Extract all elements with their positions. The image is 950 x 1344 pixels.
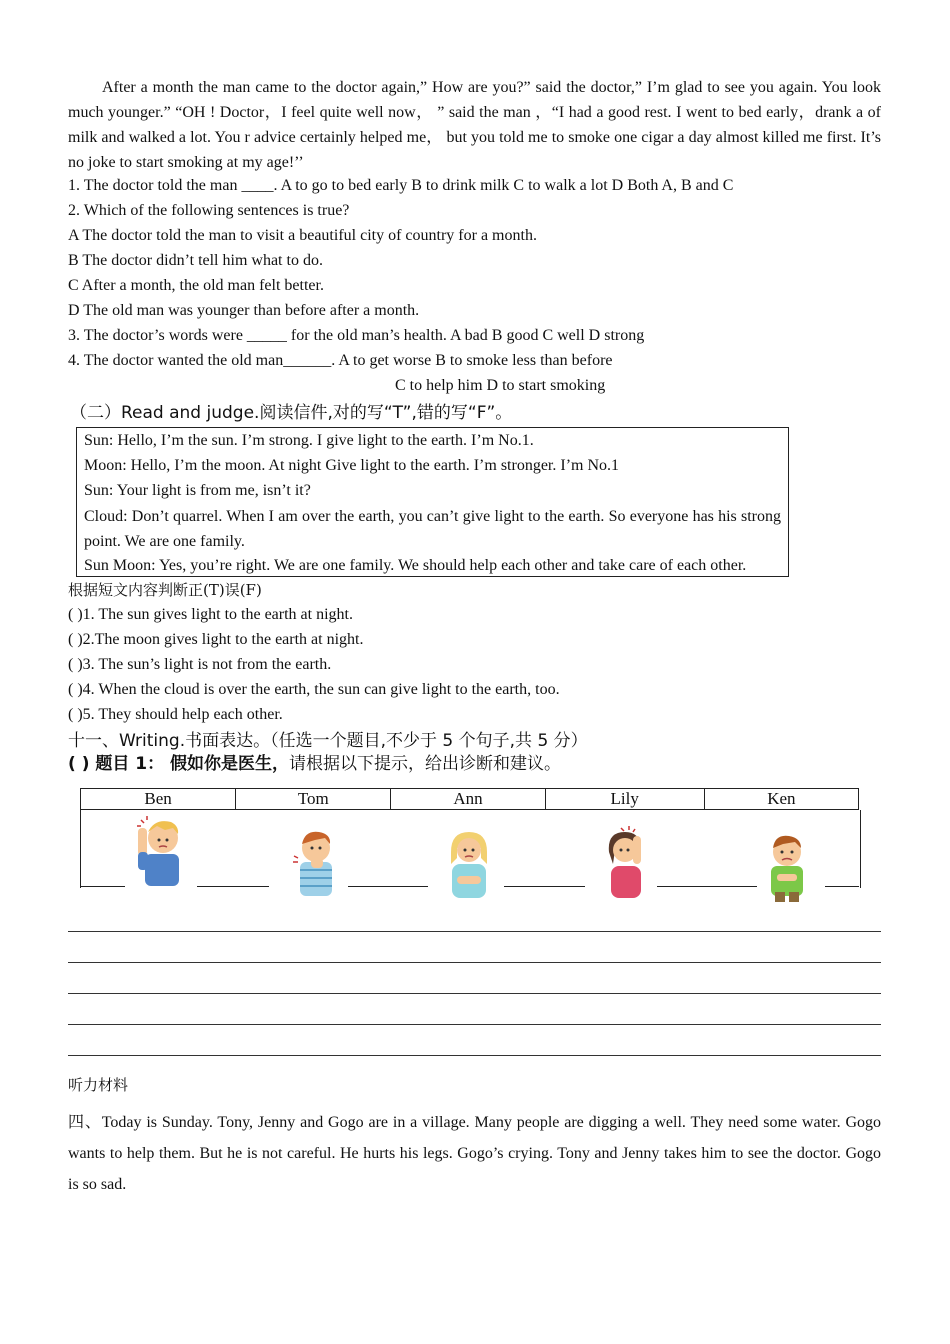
answer-blank[interactable] bbox=[504, 886, 585, 887]
writing-topic-suffix: 请根据以下提示，给出诊断和建议。 bbox=[289, 754, 562, 774]
question-2-option-c: C After a month, the old man felt better. bbox=[68, 277, 324, 294]
story-text: After a month the man came to the doctor again,” How are you?” said the doctor,” I’m glad to see you again. You look much younger.” “OH ! Doctor，I feel quite well now， ” said the man ，“I had a good rest. I went to bed early，drank a of milk and walked a lot. You r advice certainly helped me， but you told me to smoke one cigar a day almost killed me first. It’s no joke to start smoking at my age!’’ bbox=[68, 79, 881, 171]
dialogue-line-sun-moon: Sun Moon: Yes, you’re right. We are one family. We should help each other and take care of each other. bbox=[84, 557, 747, 574]
dialogue-line-moon: Moon: Hello, I’m the moon. At night Give light to the earth. I’m stronger. I’m No.1 bbox=[84, 457, 620, 474]
ben-headache-picture bbox=[135, 814, 191, 888]
section-2-heading: （二）Read and judge.阅读信件,对的写“T”,错的写“F”。 bbox=[70, 403, 513, 423]
question-2-option-a: A The doctor told the man to visit a beautiful city of country for a month. bbox=[68, 227, 537, 244]
answer-blank[interactable] bbox=[81, 886, 125, 887]
listening-title: 听力材料 bbox=[68, 1076, 129, 1094]
dialogue-line-sun-2: Sun: Your light is from me, isn’t it? bbox=[84, 482, 311, 499]
question-1: 1. The doctor told the man ____. A to go to bed early B to drink milk C to walk a lot D Both A, B and C bbox=[68, 177, 734, 194]
question-4-options-cd: C to help him D to start smoking bbox=[395, 377, 606, 394]
writing-topic bbox=[68, 753, 561, 775]
judge-instruction: 根据短文内容判断正(T)误(F) bbox=[68, 581, 262, 599]
question-2-option-d: D The old man was younger than before after a month. bbox=[68, 302, 420, 319]
dialogue-box bbox=[76, 427, 789, 577]
name-cell-lily: Lily bbox=[545, 789, 704, 810]
writing-line[interactable] bbox=[68, 1024, 881, 1025]
answer-blank[interactable] bbox=[657, 886, 757, 887]
listening-text: 四、Today is Sunday. Tony, Jenny and Gogo are in a village. Many people are digging a well. They need some water. Gogo wants to help them. But he is not careful. He hurts his legs. Gogo’s crying. Tony and Jenny takes him to see the doctor. Gogo is so sad. bbox=[68, 1114, 881, 1193]
question-4: 4. The doctor wanted the old man______. A to get worse B to smoke less than before bbox=[68, 352, 613, 369]
judge-item-1: ( )1. The sun gives light to the earth at night. bbox=[68, 606, 353, 623]
writing-line[interactable] bbox=[68, 962, 881, 963]
question-2: 2. Which of the following sentences is true? bbox=[68, 202, 350, 219]
question-3: 3. The doctor’s words were _____ for the old man’s health. A bad B good C well D strong bbox=[68, 327, 645, 344]
judge-item-5: ( )5. They should help each other. bbox=[68, 706, 283, 723]
answer-blank[interactable] bbox=[197, 886, 269, 887]
story-paragraph bbox=[68, 75, 881, 175]
tom-sore-throat-picture bbox=[291, 826, 343, 900]
judge-item-3: ( )3. The sun’s light is not from the earth. bbox=[68, 656, 332, 673]
writing-line[interactable] bbox=[68, 1055, 881, 1056]
answer-blank[interactable] bbox=[825, 886, 859, 887]
question-2-option-b: B The doctor didn’t tell him what to do. bbox=[68, 252, 323, 269]
writing-topic-prefix: ( ) 题目 1： 假如你是医生， bbox=[68, 754, 290, 774]
dialogue-line-cloud: Cloud: Don’t quarrel. When I am over the earth, you can’t give light to the earth. So everyone has his strong point. We are one family. bbox=[84, 508, 781, 550]
judge-item-4: ( )4. When the cloud is over the earth, the sun can give light to the earth, too. bbox=[68, 681, 560, 698]
name-cell-tom: Tom bbox=[236, 789, 391, 810]
writing-heading: 十一、Writing.书面表达。（任选一个题目,不少于 5 个句子,共 5 分） bbox=[68, 731, 588, 751]
answer-blank[interactable] bbox=[348, 886, 428, 887]
lily-fever-picture bbox=[599, 826, 653, 900]
name-cell-ann: Ann bbox=[391, 789, 545, 810]
patients-table bbox=[80, 788, 859, 810]
writing-line[interactable] bbox=[68, 931, 881, 932]
ken-cold-picture bbox=[761, 832, 813, 904]
dialogue-line-sun: Sun: Hello, I’m the sun. I’m strong. I give light to the earth. I’m No.1. bbox=[84, 432, 534, 449]
ann-stomachache-picture bbox=[443, 828, 495, 902]
name-cell-ben: Ben bbox=[81, 789, 236, 810]
pictures-row bbox=[80, 810, 861, 888]
name-cell-ken: Ken bbox=[704, 789, 858, 810]
writing-line[interactable] bbox=[68, 993, 881, 994]
judge-item-2: ( )2.The moon gives light to the earth at night. bbox=[68, 631, 364, 648]
